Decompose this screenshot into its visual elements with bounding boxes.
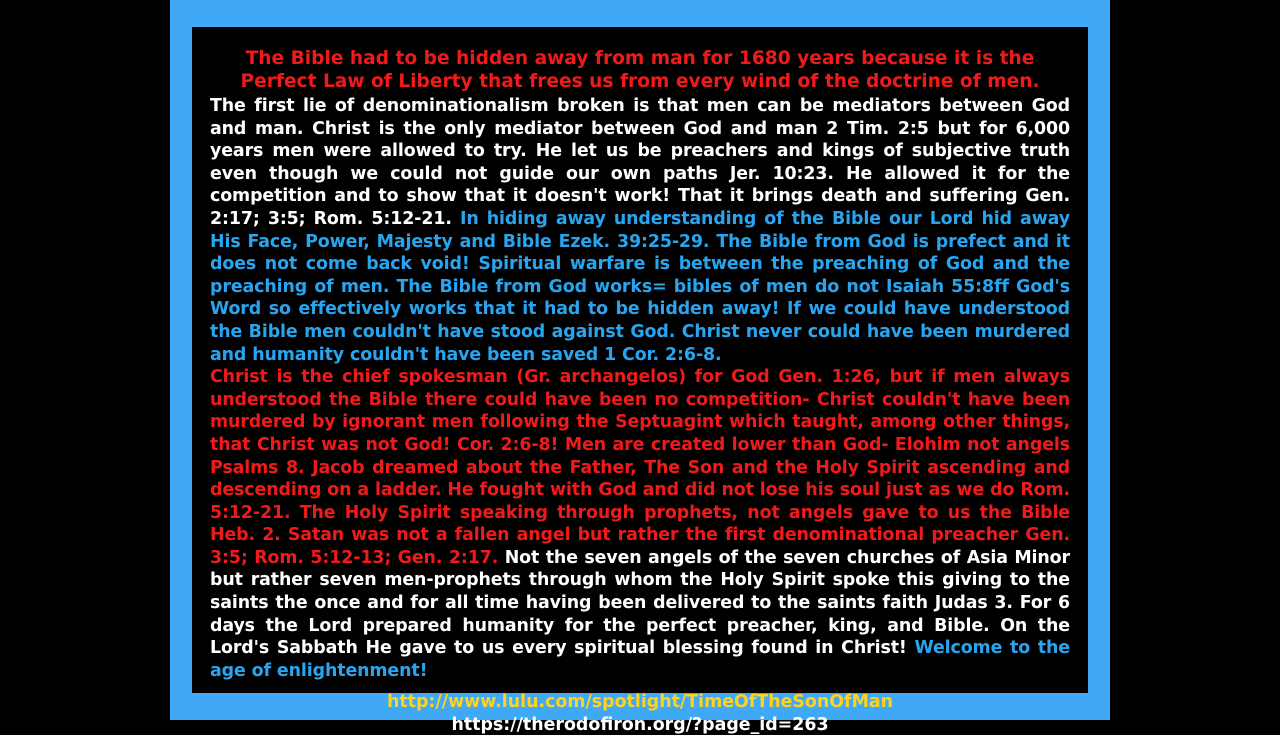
letterbox-left (0, 0, 170, 720)
paragraph-one (210, 95, 1070, 366)
paragraph-two-segment-red: Christ is the chief spokesman (Gr. archangelos) for God Gen. 1:26, but if men always understood the Bible there could have been no competition- Christ couldn't have been murdered by ignorant men following the Septuagint which taught, among other things, that Christ was not God! Cor. 2:6-8! Men are created lower than God- Elohim not angels Psalms 8. Jacob dreamed about the Father, The Son and the Holy Spirit ascending and descending on a ladder. He fought with God and did not lose his soul just as we do Rom. 5:12-21. The Holy Spirit speaking through prophets, not angels gave to us the Bible Heb. 2. Satan was not a fallen angel but rather the first denominational preacher Gen. 3:5; Rom. 5:12-13; Gen. 2:17. (210, 367, 1070, 568)
slide-title: The Bible had to be hidden away from man for 1680 years because it is the Perfect Law of Liberty that frees us from every wind of the doctrine of men. (240, 48, 1040, 92)
slide-frame (170, 0, 1110, 735)
paragraph-one-segment-blue: In hiding away understanding of the Bible our Lord hid away His Face, Power, Majesty and Bible Ezek. 39:25-29. The Bible from God is prefect and it does not come back void! Spiritual warfare is between the preaching of God and the preaching of men. The Bible from God works= bibles of men do not Isaiah 55:8ff God's Word so effectively works that it had to be hidden away! If we could have understood the Bible men couldn't have stood against God. Christ never could have been murdered and humanity couldn't have been saved 1 Cor. 2:6-8. (210, 208, 1070, 365)
paragraph-one-segment-white: The first lie of denominationalism broken is that men can be mediators between God and man. Christ is the only mediator between God and man 2 Tim. 2:5 but for 6,000 years men were allowed to try. He let us be preachers and kings of subjective truth even though we could not guide our own paths Jer. 10:23. He allowed it for the competition and to show that it doesn't work! That it brings death and suffering Gen. 2:17; 3:5; Rom. 5:12-21. (210, 96, 1070, 229)
letterbox-right (1110, 0, 1280, 720)
paragraph-two-segment-white: Not the seven angels of the seven churches of Asia Minor but rather seven men-prophets through whom the Holy Spirit spoke this giving to the saints the once and for all time having been delivered to the saints faith Judas 3. For 6 days the Lord prepared humanity for the perfect preacher, king, and Bible. On the Lord's Sabbath He gave to us every spiritual blessing found in Christ! (210, 547, 1070, 659)
lulu-spotlight-link[interactable]: http://www.lulu.com/spotlight/TimeOfTheSonOfMan (386, 692, 894, 713)
paragraph-two-segment-blue: Welcome to the age of enlightenment! (210, 638, 1070, 681)
slide-content (192, 27, 1088, 735)
links-area (210, 692, 1070, 735)
paragraph-two (210, 366, 1070, 682)
rodofiron-link[interactable]: https://therodofiron.org/?page_id=263 (451, 715, 829, 735)
